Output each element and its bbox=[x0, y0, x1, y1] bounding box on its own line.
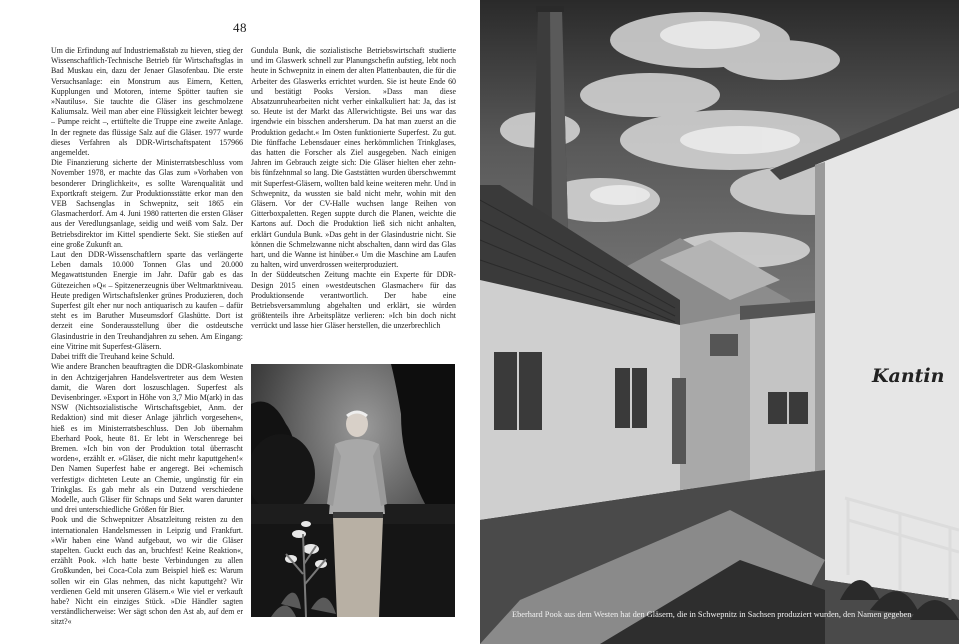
photo-caption: Eberhard Pook aus dem Westen hat den Gläsern, die in Schwepnitz in Sachsen produziert wurden, den Namen gegeben bbox=[512, 610, 912, 619]
page-number: 48 bbox=[233, 20, 247, 35]
paragraph: Um die Erfindung auf Industriemaßstab zu hieven, stieg der Wissenschaftlich-Technische Betrieb für Wirtschaftsglas in Bad Muskau ein, dazu der Jenaer Glasofenbau. Die erste Versuchsanlage: ein Monstrum aus Eimern, Ketten, Kupplungen und Motoren, interne Spötter tauften sie »Nautilus«. Sie tauchte die Gläser ins geschmolzene Kaliumsalz. Weil man aber eine Flüssigkeit leichter bewegt – Pumpe reicht –, ertüftelte die Truppe eine zweite Anlage. In der regnete das flüssige Salz auf die Gläser. 1977 wurde dieses Verfahren als DDR-Wirtschaftspatent 157966 angemeldet. bbox=[51, 46, 243, 158]
paragraph: In der Süddeutschen Zeitung machte ein Experte für DDR-Design 2015 einen »westdeutschen Glasmacher« für das Produktionsende verantwortlich. Der habe eine Betriebsversammlung abgehalten und erklärt, sie würden größtenteils ihre Arbeitsplätze verlieren: »Ich bin doch nicht verrückt und lasse hier Gläser herstellen, die unzerbrechlich bbox=[251, 270, 456, 331]
paragraph: Wie andere Branchen beauftragten die DDR-Glaskombinate in den Achtzigerjahren Handelsvertreter aus dem Westen damit, die Waren dort loszuschlagen. Superfest als Devisenbringer. »Export in Höhe von 3,7 Mio M(ark) in das NSW (Nichtsozialistische Wirtschaftsgebiet, Anm. der Redaktion) sind mit dieser Anlage jährlich vorgesehen«, hieß es im Ministerratsbeschluss. Den Job übernahm Eberhard Pook, heute 81. Er lebt in Werschenrege bei Bremen. »Ich bin von der Produktion total überrascht worden«, erzählt er. »Gläser, die nicht mehr kaputtgehen!« Den Namen Superfest habe er angeregt. Bei »chemisch verfestigt« dichteten Leute an Chemie, ungünstig für ein Trinkglas. Es gab mehr als ein Dutzend verschiedene Modelle, auch Gläser für Schnaps und Sekt waren darunter und drei unterschiedliche Größen für Bier. bbox=[51, 362, 243, 515]
factory-photo bbox=[480, 0, 959, 644]
paragraph: Die Finanzierung sicherte der Ministerratsbeschluss vom November 1978, er machte das Glas zum »Vorhaben von besonderer Dringlichkeit«, es sollte Warenqualität und Exportkraft steigern. Zur Produktionsstätte erkor man den VEB Sachsenglas in Schwepnitz, seit 1865 ein Glasmacherdorf. Am 4. Juni 1980 ratterten die ersten Gläser aus der Veredlungsanlage, seidig und weiß vom Salz. Der Betriebsdirektor im Kittel spendierte Sekt. Sie stießen auf eine große Zukunft an. bbox=[51, 158, 243, 249]
portrait-photo bbox=[251, 364, 455, 617]
kantine-sign: Kantin bbox=[872, 365, 945, 387]
paragraph: Laut den DDR-Wissenschaftlern sparte das verlängerte Leben damals 10.000 Tonnen Glas und 20.000 Megawattstunden Energie im Jahr. Dafür gab es das Gütezeichen »Q« – Spitzenerzeugnis über Weltmarktniveau. Heute predigen Wirtschaftslenker grünes Produzieren, doch Superfest gilt eher nur noch antiquarisch zu kaufen – dafür steht es im Baruther Museumsdorf Glashütte. Dort ist derzeit eine Sonderausstellung über die ostdeutsche Glasindustrie in den Treuhandjahren zu sehen. Am Eingang: eine Vitrine mit Superfest-Gläsern. bbox=[51, 250, 243, 351]
factory-illustration bbox=[480, 0, 959, 644]
right-page bbox=[480, 0, 959, 644]
paragraph: Gundula Bunk, die sozialistische Betriebswirtschaft studierte und im Glaswerk schnell zur Planungschefin aufstieg, lebt noch heute in Schwepnitz in einem der alten Plattenbauten, die für die Arbeiter des Glaswerks errichtet wurden. Sie ist heute Ende 60 und bestätigt Pooks Version. »Dass man diese Absatzunruhearbeiten nicht verher einkalkuliert hat: Ja, das ist so. Heute ist der Markt das Allerwichtigste. Bei uns war das irgendwie ein bisschen andersherum. Da hat man zuerst an die Produktion gedacht.« Im Osten funktionierte Superfest. Zu gut. Die fünffache Lebensdauer eines herkömmlichen Trinkglases, das hatten die Forscher als Ziel ausgegeben. Nach einigen Jahren im Gebrauch zeigte sich: Die Gläser hielten eher zehn- bis fünfzehnmal so lang. Die Gaststätten wurden überschwemmt mit Superfest-Gläsern, wollten bald keine weiteren mehr. Und in Schwepnitz, da wussten sie bald nicht mehr, wohin mit den Gläsern. Vor der CV-Halle wuchsen lange Reihen von Gitterboxpaletten. Regen suppte durch die Planen, weichte die Kartons auf. Doch die Produktion ließ sich nicht anhalten, erklärt Gundula Bunk. »Das geht in der Glasindustrie nicht. Sie können die Schmelzwanne nicht abschalten, dann wird das Glas hart, und die Wanne ist hinüber.« Um die Maschine am Laufen zu halten, wird unverdrossen weiterproduziert. bbox=[251, 46, 456, 270]
paragraph: Dabei trifft die Treuhand keine Schuld. bbox=[51, 352, 175, 362]
portrait-illustration bbox=[251, 364, 455, 617]
paragraph: Pook und die Schwepnitzer Absatzleitung reisten zu den internationalen Handelsmessen in Leipzig und Frankfurt. »Wir haben eine Wand aufgebaut, wo wir die Gläser stapelten. Guckt euch das an, bruchfest! Keine Reaktion«, erzählt Pook. »Ich hatte beste Verbindungen zu allen Großkunden, bei Coca-Cola zum Beispiel hieß es: Warum sollen wir ein Glas nehmen, das nicht kaputtgeht? Wir verdienen Geld mit unseren Gläsern.« Wie viel er verkauft habe? Nicht ein einziges Stück. »Die Händler sagten verständlicherweise: Wer sägt schon den Ast ab, auf dem er sitzt?« bbox=[51, 515, 243, 626]
text-column-1 bbox=[51, 46, 243, 626]
text-column-2 bbox=[251, 46, 456, 358]
